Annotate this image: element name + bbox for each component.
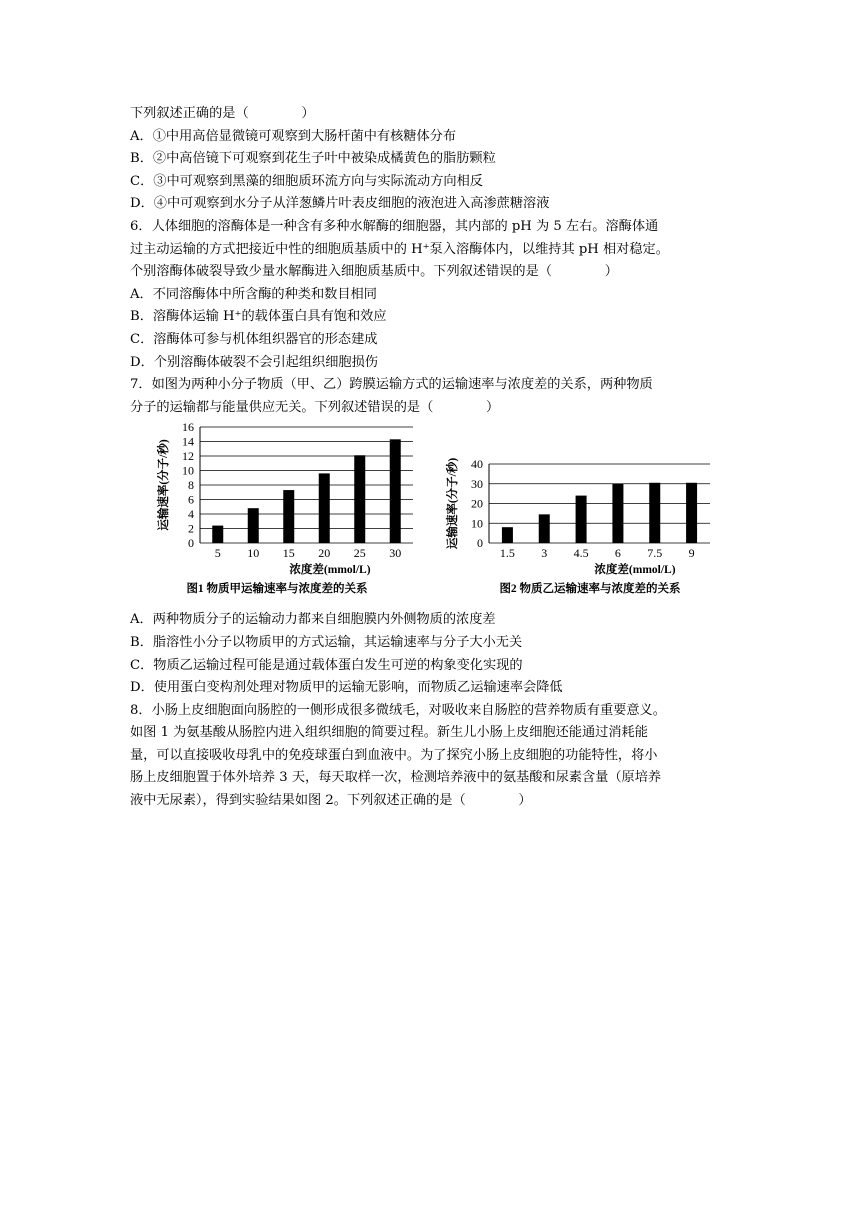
bar bbox=[390, 440, 401, 544]
figure-area bbox=[130, 419, 730, 609]
text-line: C．溶酶体可参与机体组织器官的形态建成 bbox=[130, 331, 378, 347]
text-line: D．使用蛋白变构剂处理对物质甲的运输无影响，而物质乙运输速率会降低 bbox=[130, 680, 563, 696]
y-tick-label: 40 bbox=[471, 457, 483, 472]
document-page bbox=[130, 103, 730, 813]
y-tick-label: 0 bbox=[188, 536, 194, 551]
bar bbox=[248, 509, 259, 544]
bar bbox=[612, 484, 623, 543]
y-tick-label: 2 bbox=[188, 521, 194, 536]
x-tick-label: 3 bbox=[541, 546, 548, 561]
bar bbox=[649, 483, 660, 543]
text-line: 如图 1 为氨基酸从肠腔内进入组织细胞的简要过程。新生儿小肠上皮细胞还能通过消耗能 bbox=[130, 725, 648, 741]
x-tick-label: 30 bbox=[389, 546, 402, 561]
text-line: B．脂溶性小分子以物质甲的方式运输，其运输速率与分子大小无关 bbox=[130, 634, 523, 650]
bar bbox=[354, 456, 365, 544]
y-tick-label: 0 bbox=[477, 536, 483, 551]
bar bbox=[283, 490, 294, 543]
text-line: 个别溶酶体破裂导致少量水解酶进入细胞质基质中。下列叙述错误的是（ ） bbox=[130, 264, 618, 280]
text-line: D．个别溶酶体破裂不会引起组织细胞损伤 bbox=[130, 354, 378, 370]
x-tick-label: 6 bbox=[614, 546, 621, 561]
text-line: B．②中高倍镜下可观察到花生子叶中被染成橘黄色的脂肪颗粒 bbox=[130, 151, 496, 167]
y-tick-label: 16 bbox=[182, 420, 194, 435]
text-line: 量，可以直接吸收母乳中的免疫球蛋白到血液中。为了探究小肠上皮细胞的功能特性，将小 bbox=[130, 747, 658, 763]
text-line: A．不同溶酶体中所含酶的种类和数目相同 bbox=[130, 286, 377, 302]
y-axis-label: 运输速率(分子/秒) bbox=[158, 439, 170, 531]
x-tick-label: 1.5 bbox=[499, 546, 515, 561]
chart-fig1 bbox=[155, 419, 455, 609]
y-tick-label: 12 bbox=[182, 449, 194, 464]
bar bbox=[576, 496, 587, 543]
y-tick-label: 4 bbox=[188, 507, 194, 522]
text-line: A．两种物质分子的运输动力都来自细胞膜内外侧物质的浓度差 bbox=[130, 612, 496, 628]
x-tick-label: 25 bbox=[353, 546, 366, 561]
chart-title: 图1 物质甲运输速率与浓度差的关系 bbox=[186, 583, 368, 596]
text-line: 肠上皮细胞置于体外培养 3 天，每天取样一次，检测培养液中的氨基酸和尿素含量（原培养 bbox=[130, 770, 662, 786]
chart-fig2 bbox=[440, 419, 730, 609]
chart-title: 图2 物质乙运输速率与浓度差的关系 bbox=[499, 583, 681, 596]
bar bbox=[539, 515, 550, 544]
x-axis-label: 浓度差(mmol/L) bbox=[594, 564, 676, 577]
x-tick-label: 7.5 bbox=[647, 546, 663, 561]
y-tick-label: 8 bbox=[188, 478, 194, 493]
text-line: C．物质乙运输过程可能是通过载体蛋白发生可逆的构象变化实现的 bbox=[130, 657, 523, 673]
y-tick-label: 6 bbox=[188, 492, 194, 507]
y-axis-label: 运输速率(分子/秒) bbox=[447, 458, 459, 550]
y-tick-label: 10 bbox=[182, 463, 194, 478]
text-line: 分子的运输都与能量供应无关。下列叙述错误的是（ ） bbox=[130, 399, 500, 415]
x-axis-label: 浓度差(mmol/L) bbox=[289, 564, 371, 577]
y-tick-label: 14 bbox=[182, 434, 194, 449]
y-tick-label: 30 bbox=[471, 477, 483, 492]
text-line: D．④中可观察到水分子从洋葱鳞片叶表皮细胞的液泡进入高渗蔗糖溶液 bbox=[130, 196, 550, 212]
x-tick-label: 20 bbox=[318, 546, 331, 561]
text-line: C．③中可观察到黑藻的细胞质环流方向与实际流动方向相反 bbox=[130, 173, 483, 189]
text-line: 8．小肠上皮细胞面向肠腔的一侧形成很多微绒毛，对吸收来自肠腔的营养物质有重要意义。 bbox=[130, 702, 666, 718]
text-line: A．①中用高倍显微镜可观察到大肠杆菌中有核糖体分布 bbox=[130, 128, 457, 144]
x-tick-label: 4.5 bbox=[573, 546, 589, 561]
text-line: 过主动运输的方式把接近中性的细胞质基质中的 H⁺泵入溶酶体内，以维持其 pH 相对稳定。 bbox=[130, 241, 669, 257]
text-line: 6．人体细胞的溶酶体是一种含有多种水解酶的细胞器，其内部的 pH 为 5 左右。溶酶体通 bbox=[130, 218, 659, 234]
y-tick-label: 20 bbox=[471, 496, 483, 511]
question-text-before-charts bbox=[130, 103, 730, 419]
bar bbox=[686, 483, 697, 543]
bar bbox=[319, 474, 330, 544]
text-line: 液中无尿素），得到实验结果如图 2。下列叙述正确的是（ ） bbox=[130, 793, 532, 809]
question-text-after-charts bbox=[130, 609, 730, 812]
bar bbox=[502, 528, 513, 544]
y-tick-label: 10 bbox=[471, 516, 483, 531]
x-tick-label: 10 bbox=[247, 546, 260, 561]
text-line: 下列叙述正确的是（ ） bbox=[130, 106, 315, 121]
bar bbox=[212, 526, 223, 543]
x-tick-label: 9 bbox=[688, 546, 695, 561]
x-tick-label: 15 bbox=[282, 546, 295, 561]
text-line: 7．如图为两种小分子物质（甲、乙）跨膜运输方式的运输速率与浓度差的关系，两种物质 bbox=[130, 377, 653, 393]
x-tick-label: 5 bbox=[214, 546, 221, 561]
text-line: B．溶酶体运输 H⁺的载体蛋白具有饱和效应 bbox=[130, 309, 387, 325]
